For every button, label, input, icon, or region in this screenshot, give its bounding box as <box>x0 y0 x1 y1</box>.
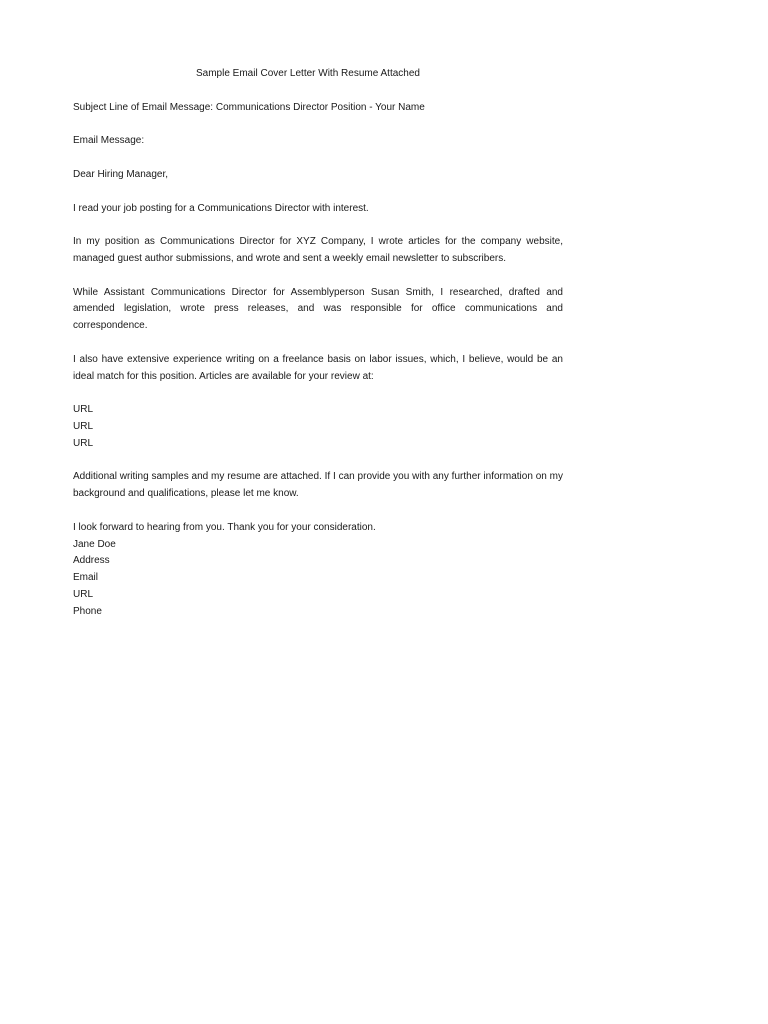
email-message-label: Email Message: <box>73 135 145 147</box>
signature-address: Address <box>73 555 110 567</box>
url-list <box>73 402 563 452</box>
signature-block <box>73 520 563 621</box>
document-title: Sample Email Cover Letter With Resume Attached <box>196 68 420 79</box>
paragraph-freelance: I also have extensive experience writing on a freelance basis on labor issues, which, I believe, would be an ideal match for this position. Articles are available for your review at: <box>73 353 563 382</box>
signature-name: Jane Doe <box>73 538 116 550</box>
signature-url: URL <box>73 588 94 600</box>
paragraph-xyz-company: In my position as Communications Director for XYZ Company, I wrote articles for the company website, managed guest author submissions, and wrote and sent a weekly email newsletter to subscribers. <box>73 236 563 264</box>
url-item: URL <box>73 437 94 449</box>
url-item: URL <box>73 420 94 432</box>
signature-phone: Phone <box>73 605 102 617</box>
signature-email: Email <box>73 572 99 584</box>
letter-body <box>73 66 563 621</box>
paragraph-assistant-director: While Assistant Communications Director for Assemblyperson Susan Smith, I researched, drafted and amended legislation, wrote press releases, and was responsible for office communications and correspondence. <box>73 286 563 332</box>
paragraph-intro: I read your job posting for a Communications Director with interest. <box>73 202 369 214</box>
paragraph-additional: Additional writing samples and my resume are attached. If I can provide you with any further information on my background and qualifications, please let me know. <box>73 471 563 500</box>
salutation: Dear Hiring Manager, <box>73 168 169 180</box>
closing-line: I look forward to hearing from you. Thank you for your consideration. <box>73 521 376 533</box>
subject-line: Subject Line of Email Message: Communications Director Position - Your Name <box>73 101 425 113</box>
url-item: URL <box>73 404 94 416</box>
